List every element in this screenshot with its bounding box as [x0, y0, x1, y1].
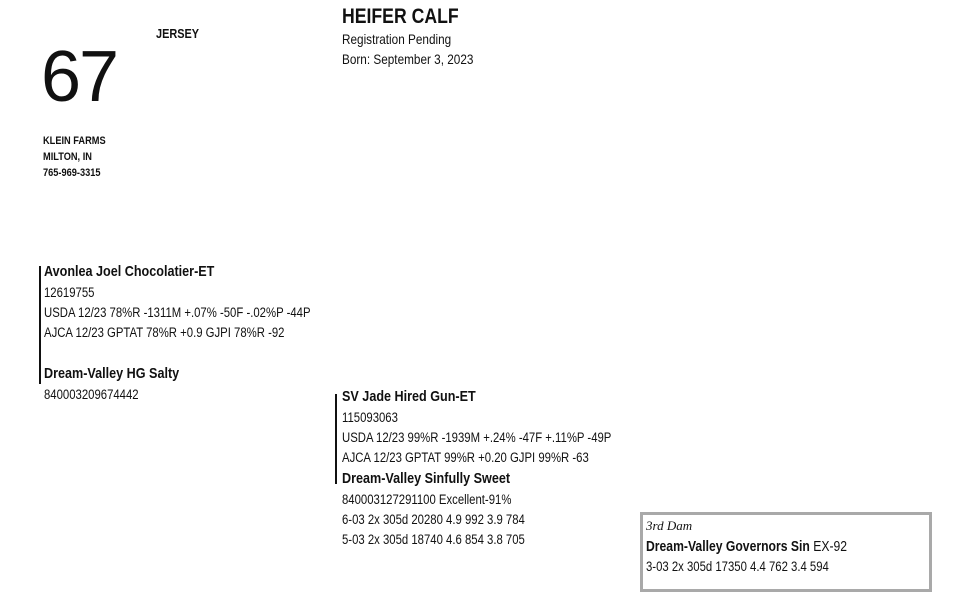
sire-reg: 12619755 [44, 285, 95, 300]
sire-usda: USDA 12/23 78%R -1311M +.07% -50F -.02%P -44P [44, 305, 311, 320]
granddam-reg-class: 840003127291100 Excellent-91% [342, 492, 512, 507]
dam-reg: 840003209674442 [44, 387, 139, 402]
consignor-name: KLEIN FARMS [43, 135, 106, 147]
granddam-name: Dream-Valley Sinfully Sweet [342, 470, 511, 487]
third-dam-heading [646, 537, 847, 557]
birth-date: Born: September 3, 2023 [342, 51, 474, 67]
grandsire-usda: USDA 12/23 99%R -1939M +.24% -47F +.11%P -49P [342, 430, 612, 445]
third-dam-label: 3rd Dam [646, 518, 693, 533]
grandsire-ajca: AJCA 12/23 GPTAT 99%R +0.20 GJPI 99%R -63 [342, 450, 589, 465]
lot-number: 67 [41, 37, 118, 117]
third-dam-score: EX-92 [809, 539, 848, 555]
granddam-record: 5-03 2x 305d 18740 4.6 854 3.8 705 [342, 532, 525, 547]
dam-name: Dream-Valley HG Salty [44, 365, 180, 382]
third-dam-name: Dream-Valley Governors Sin [646, 539, 810, 555]
sire-dam-bracket [39, 266, 41, 384]
third-dam-record: 3-03 2x 305d 17350 4.4 762 3.4 594 [646, 559, 829, 574]
sire-name: Avonlea Joel Chocolatier-ET [44, 263, 215, 280]
consignor-phone: 765-969-3315 [43, 167, 101, 179]
consignor-info [43, 133, 106, 181]
granddam-record: 6-03 2x 305d 20280 4.9 992 3.9 784 [342, 512, 525, 527]
registration-status: Registration Pending [342, 31, 452, 47]
breed-label: JERSEY [156, 26, 200, 41]
grandsire-reg: 115093063 [342, 410, 398, 425]
consignor-city: MILTON, IN [43, 151, 92, 163]
sire-ajca: AJCA 12/23 GPTAT 78%R +0.9 GJPI 78%R -92 [44, 325, 285, 340]
grandsire-name: SV Jade Hired Gun-ET [342, 388, 476, 405]
grandparents-bracket [335, 394, 337, 484]
animal-type: HEIFER CALF [342, 5, 459, 28]
